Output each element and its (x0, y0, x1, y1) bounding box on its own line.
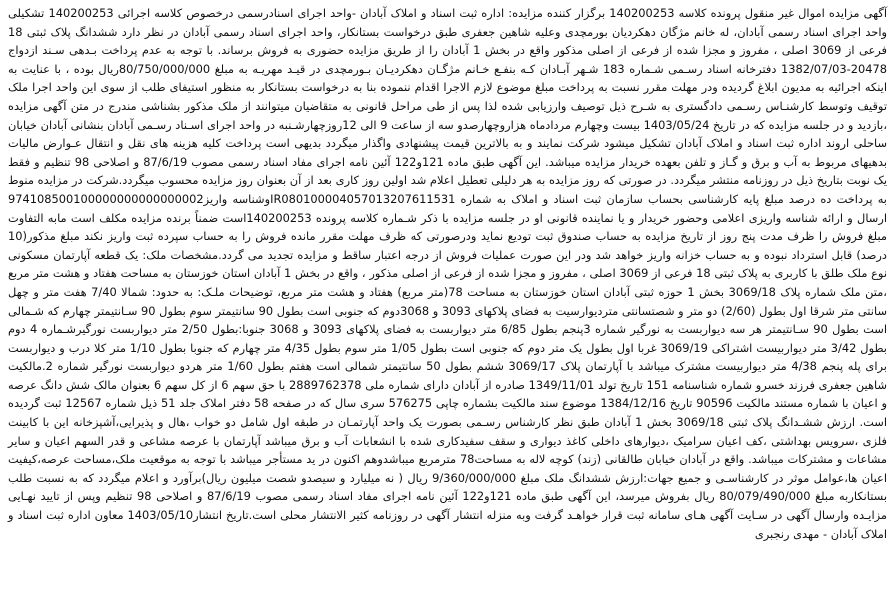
notice-paragraph: آگهی مزایده اموال غیر منقول پرونده کلاسه 140200253 برگزار کننده مزایده: اداره ثبت اسناد و املاک آبادان -واحد اجرای اسنادرسمی درخصوص کلاسه اجرائی 140200253 تشکیلی واحد اجرای اسناد رسمی آبادان، له خانم مژگان دهکردیان بورمچدی وعلیه شاهین جعفری طبق درخواست بستانکار، واحد اجرای اسناد رسمی آبادان در نظر دارد ششدانگ پلاک ثبتی 18 فرعی از 3069 اصلی ، مفروز و مجزا شده از فرعی از اصلی مذکور واقع در بخش 1 آبادان را از طریق مزایده حضوری به فروش برساند. با توجه به عدم پرداخت بـدهی سـند ازدواج 20478-1382/07/03 دفترخانه اسناد رسـمی شـماره 183 شـهر آبـادان کـه بنفـع خـانم مژگـان دهکردیـان بـورمچدی در قیـد مهریـه به مبلغ 80/750/000/000ریال بوده ، با عنایت به اینکه اجرائیه به مدیون ابلاغ گردیده ودر مهلت مقرر نسبت به پرداخت مبلغ موضوع لازم الاجرا اقدام ننموده بنا به درخواست بستانکار به منظور استیفای طلب از سوی این واحد اجرا ملک توقیف وتوسط کارشنـاس رسـمی دادگستری به شـرح ذیل توصیف وارزیابی شده لذا پس از طی مراحل قانونی به متقاضیان میتوانند از ملک مذکور بشناشی مندرج در متن آگهی مزایده ،بازدید و در جلسه مزایده که در تاریخ 1403/05/24 بیست وچهارم مردادماه هزاروچهارصدو سه از ساعت 9 الی 12روزچهارشـنبه در واحد اجرای اسـناد رسـمی آبادان بنشانی آبادان خیابان ساحلی اروند اداره ثبت اسناد و املاک آبادان تشکیل میشود شرکت نمایند و به بالاترین قیمت پیشنهادی واگذار میگردد بدیهی است پرداخت کلیه هزینه های نقل و انتقال عـوارض مالیات بدهیهای مربوط به آب و برق و گـاز و تلفن بعهده خریدار مزایده میباشد. این آگهی طبق ماده 121و122 آئین نامه اجرای مفاد اسناد رسمی مصوب 87/6/19 و اصلاحی 98 تنظیم و فقط یک نوبت بتاریخ ذیل در روزنامه منتشر میگردد. در صورتی که روز مزایده به هر دلیلی تعطیل اعلام شد اولین روز کاری بعد از آن بعنوان روز مزایده محسوب میگردد.شرکت در مزایده منوط به پرداخت ده درصد مبلغ پایه کارشناسی بحساب سازمان ثبت اسناد و املاک به شماره IR080100004057013207611531وشناسه واریز974108500100000000000000002 ارسال و ارائه شناسه واریزی اعلامی وحضور خریدار و یا نماینده قانونی او در جلسه مزایده با ذکر شـماره کلاسه پرونده 140200253است ضمناً برنده مزایده مکلف است مابه التفاوت مبلغ فروش را ظرف مدت پنج روز از تاریخ مزایده به حساب صندوق ثبت تودیع نماید ودرصورتی که ظرف مهلت مقرر مانده فروش را به حساب سپرده ثبت واریز نکند مبلغ مذکور(10 درصد) قابل استرداد نبوده و به حساب خزانه واریز خواهد شد ودر این صورت عملیات فروش از درجه اعتبار ساقط و مزایده تجدید می گردد.مشخصات ملک: یک قطعه آپارتمان مسکونی نوع ملک طلق با کاربری به پلاک ثبتی 18 فرعی از 3069 اصلی ، مفروز و مجزا شده از فرعی از اصلی مذکور ، واقع در بخش 1 آبادان استان خوزستان به مساحت هفتاد و هشت متر مربع ،متن ملک شماره پلاک 3069/18 بخش 1 حوزه ثبتی آبادان استان خوزستان به مساحت 78(متر مربع) هفتاد و هشت متر مربع، توضیحات ملـک: به حدود: شمالا 7/40 هفت متر و چهل سانتی متر شرقا اول بطول (2/60) دو متر و شصتسانتی متردیوارسیت به فضای پلاکهای 3093 و 3068دوم که جنوبی است بطول 90 سانتیمتر سوم بطول 90 سـانتیمتر چهارم که شـمالی است بطول 90 سـانتیمتر هر سه دیواربست به نورگیر شماره 3پنجم بطول 6/85 متر دیواربست به فضای پلاکهای 3093 و 3068 جنوبا:بطول 2/50 متر دیواربست نورگیرشـماره 4 دوم بطول 3/42 متر دیواربیست اشتراکی 3069/19 غربا اول بطول یک متر دوم که جنوبی است بطول 1/05 متر سوم بطول 4/35 متر چهارم که جنوبا بطول 1/10 متر کلا درب و دیواربست برای پله پنجم 4/38 متر دیواربیست مشترک میباشد با آپارتمان پلاک 3069/17 ششم بطول 50 سانتیمتر شمالی است هفتم بطول 1/60 متر هردو دیواربست نورگیر شماره 2.مالکیت شاهین جعفری فرزند خسرو شماره شناسنامه 151 تاریخ تولد 1349/11/01 صادره از آبادان دارای شماره ملی 2889762378 با حق سهم 6 از کل سهم 6 بعنوان مالک شش دانگ عرصه و اعیان با شماره مستند مالکیت 90596 تاریخ 1384/12/16 موضوع سند مالکیت بشماره چاپی 576275 سری سال که در صفحه 58 دفتر املاک جلد 51 ذیل شماره 12567 ثبت گردیده است. ارزش ششـدانگ پلاک ثبتی 3069/18 بخش 1 آبادان طبق نظر کارشناس رسـمی بصورت یک واحد آپارتمـان در طبقه اول شامل دو خواب ،هال و پذیرایی،آشپزخانه این با کابینت فلزی ،سرویس بهداشتی ،کف اعیان سرامیک ،دیوارهای داخلی کاغذ دیواری و سقف سفیدکاری شده با انشعابات آب و برق میباشد آپارتمان با عرصه مشاعی و قدر السهم اعیان و سایر مشاعات و مشترکات میباشد. واقع در آبادان خیابان طالقانی (زند) کوچه لاله به مساحت78 مترمربع میباشدوهم اکنون در ید مستأجر میباشد با توجه به موقعیت ملک،مساحت عرصه،کیفیت اعیان ها،عوامل موثر در کارشناسـی و جمیع جهات:ارزش ششدانگ ملک مبلغ 9/360/000/000 ریال ( نه میلیارد و سیصدو شصت میلیون ریال)برآورد و اعلام میگردد که به نسبت طلب بستانکاربه مبلغ 80/079/490/000 ریال بفروش میرسد، این آگهی طبق ماده 121و122 آئین نامه اجرای مفاد اسناد رسمی مصوب 87/6/19 و اصلاحی 98 تنظیم وپس از تایید نهـایی مزایـده وارسال آگهی در سـایت آگهی هـای سامانه ثبت قرار خواهـد گرفت وبه منزله انتشار آگهی در روزنامه کثیر الانتشار محلی است.تاریخ انتشار1403/05/10 معاون اداره ثبت اسناد و املاک آبادان - مهدی رنجبری (8, 6, 888, 541)
